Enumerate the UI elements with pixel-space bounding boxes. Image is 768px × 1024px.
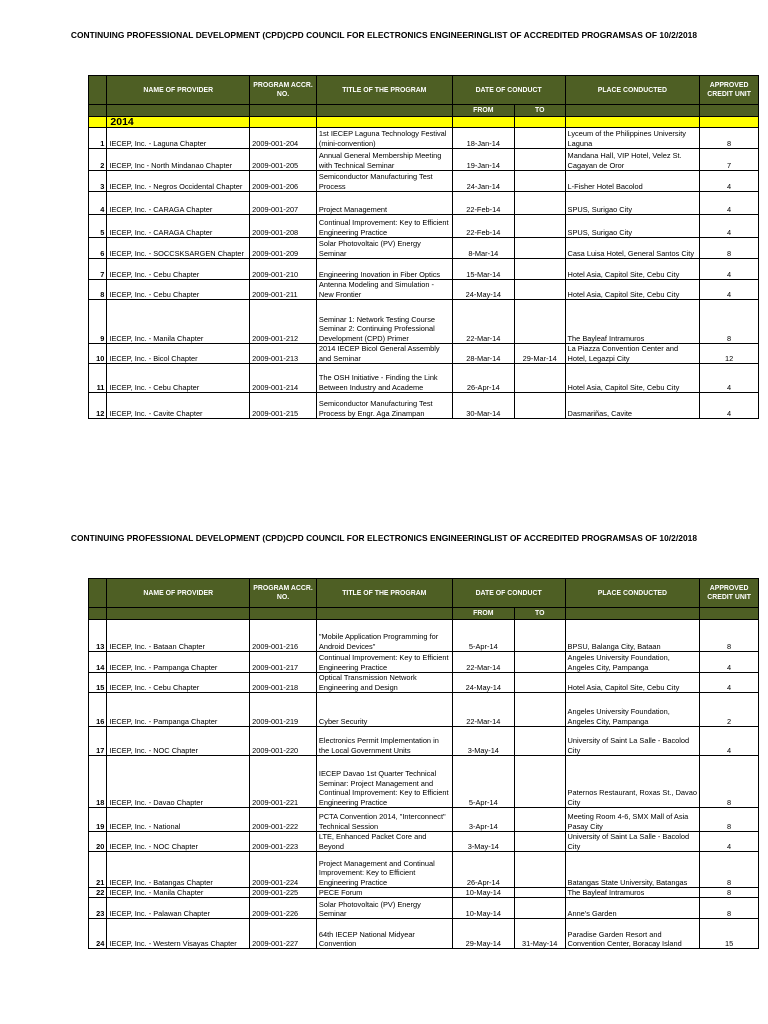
accr-no-cell: 2009-001-207 [250, 192, 317, 215]
date-from-cell: 22-Feb-14 [452, 215, 514, 238]
program-title-cell: Electronics Permit Implementation in the Local Government Units [316, 727, 452, 756]
credit-unit-cell: 8 [700, 300, 759, 344]
place-cell: Paternos Restaurant, Roxas St., Davao City [565, 756, 700, 808]
program-title-cell: Seminar 1: Network Testing Course Seminar 2: Continuing Professional Development (CPD) Primer [316, 300, 452, 344]
program-title-cell: Annual General Membership Meeting with Technical Seminar [316, 149, 452, 171]
num-header [89, 579, 107, 608]
place-cell: Hotel Asia, Capitol Site, Cebu City [565, 364, 700, 393]
accr-no-header: PROGRAM ACCR. NO. [250, 579, 317, 608]
table-header-row [89, 76, 759, 105]
table-row [89, 149, 759, 171]
credit-unit-cell: 8 [700, 808, 759, 832]
place-header: PLACE CONDUCTED [565, 76, 700, 105]
row-number: 21 [89, 852, 107, 888]
program-title-cell: Solar Photovoltaic (PV) Energy Seminar [316, 238, 452, 259]
place-cell: La Piazza Convention Center and Hotel, Legazpi City [565, 344, 700, 364]
date-to-cell [514, 727, 565, 756]
place-cell: Anne's Garden [565, 898, 700, 919]
accr-no-cell: 2009-001-214 [250, 364, 317, 393]
accr-no-cell: 2009-001-211 [250, 280, 317, 300]
program-title-cell: Solar Photovoltaic (PV) Energy Seminar [316, 898, 452, 919]
date-to-cell [514, 898, 565, 919]
credit-unit-cell: 4 [700, 727, 759, 756]
row-number: 18 [89, 756, 107, 808]
date-from-cell: 8-Mar-14 [452, 238, 514, 259]
table-row [89, 344, 759, 364]
provider-cell: IECEP, Inc. - Cebu Chapter [107, 673, 250, 693]
row-number: 1 [89, 128, 107, 149]
date-to-cell: 29-Mar-14 [514, 344, 565, 364]
provider-header: NAME OF PROVIDER [107, 579, 250, 608]
row-number: 17 [89, 727, 107, 756]
place-cell: Hotel Asia, Capitol Site, Cebu City [565, 259, 700, 280]
date-from-cell: 22-Mar-14 [452, 693, 514, 727]
accr-no-cell: 2009-001-209 [250, 238, 317, 259]
credit-unit-cell: 4 [700, 364, 759, 393]
credit-unit-cell: 4 [700, 215, 759, 238]
provider-cell: IECEP, Inc. - Cavite Chapter [107, 393, 250, 419]
row-number: 13 [89, 620, 107, 652]
program-title-cell: 64th IECEP National Midyear Convention [316, 919, 452, 949]
provider-cell: IECEP, Inc. - NOC Chapter [107, 832, 250, 852]
provider-cell: IECEP, Inc. - SOCCSKSARGEN Chapter [107, 238, 250, 259]
table-row [89, 693, 759, 727]
provider-cell: IECEP, Inc. - NOC Chapter [107, 727, 250, 756]
place-cell: Hotel Asia, Capitol Site, Cebu City [565, 673, 700, 693]
date-from-cell: 24-May-14 [452, 673, 514, 693]
date-to-cell: 31-May-14 [514, 919, 565, 949]
accr-no-cell: 2009-001-223 [250, 832, 317, 852]
table-row [89, 259, 759, 280]
accr-no-cell: 2009-001-215 [250, 393, 317, 419]
provider-cell: IECEP, Inc. - Batangas Chapter [107, 852, 250, 888]
row-number: 2 [89, 149, 107, 171]
credit-unit-cell: 2 [700, 693, 759, 727]
place-cell: BPSU, Balanga City, Bataan [565, 620, 700, 652]
date-to-cell [514, 832, 565, 852]
program-title-cell: 1st IECEP Laguna Technology Festival (mini-convention) [316, 128, 452, 149]
place-cell: L-Fisher Hotel Bacolod [565, 171, 700, 192]
accr-no-cell: 2009-001-221 [250, 756, 317, 808]
program-title-cell: PCTA Convention 2014, "Interconnect" Technical Session [316, 808, 452, 832]
row-number: 14 [89, 652, 107, 673]
provider-cell: IECEP, Inc. - Palawan Chapter [107, 898, 250, 919]
accr-no-cell: 2009-001-227 [250, 919, 317, 949]
provider-cell: IECEP, Inc. - Manila Chapter [107, 888, 250, 898]
provider-cell: IECEP, Inc. - Negros Occidental Chapter [107, 171, 250, 192]
date-from-cell: 29-May-14 [452, 919, 514, 949]
table-row [89, 673, 759, 693]
table-row [89, 238, 759, 259]
date-to-cell [514, 808, 565, 832]
date-to-cell [514, 693, 565, 727]
program-title-cell: Continual Improvement: Key to Efficient Engineering Practice [316, 215, 452, 238]
provider-cell: IECEP, Inc. - Cebu Chapter [107, 259, 250, 280]
date-from-cell: 26-Apr-14 [452, 852, 514, 888]
date-to-cell [514, 652, 565, 673]
place-cell: Mandana Hall, VIP Hotel, Velez St. Cagayan de Oror [565, 149, 700, 171]
program-title-cell: Continual Improvement: Key to Efficient Engineering Practice [316, 652, 452, 673]
program-title-cell: Cyber Security [316, 693, 452, 727]
program-title-cell: Project Management [316, 192, 452, 215]
place-cell: Casa Luisa Hotel, General Santos City [565, 238, 700, 259]
accr-no-cell: 2009-001-226 [250, 898, 317, 919]
date-to-cell [514, 888, 565, 898]
row-number: 22 [89, 888, 107, 898]
date-to-cell [514, 215, 565, 238]
program-title-cell: Antenna Modeling and Simulation - New Frontier [316, 280, 452, 300]
num-header [89, 76, 107, 105]
table-row [89, 756, 759, 808]
place-cell: Angeles University Foundation, Angeles City, Pampanga [565, 652, 700, 673]
credit-unit-cell: 4 [700, 171, 759, 192]
program-title-header: TITLE OF THE PROGRAM [316, 76, 452, 105]
date-to-cell [514, 852, 565, 888]
place-header: PLACE CONDUCTED [565, 579, 700, 608]
date-from-cell: 3-May-14 [452, 832, 514, 852]
credit-unit-cell: 4 [700, 673, 759, 693]
table-row [89, 852, 759, 888]
table-row [89, 192, 759, 215]
program-title-cell: "Mobile Application Programming for Android Devices" [316, 620, 452, 652]
date-from-cell: 5-Apr-14 [452, 756, 514, 808]
date-subheader-row [89, 608, 759, 620]
year-band-row [89, 117, 759, 128]
row-number: 4 [89, 192, 107, 215]
accr-no-cell: 2009-001-216 [250, 620, 317, 652]
row-number: 16 [89, 693, 107, 727]
provider-cell: IECEP, Inc. - Western Visayas Chapter [107, 919, 250, 949]
to-header: TO [514, 105, 565, 117]
place-cell: Batangas State University, Batangas [565, 852, 700, 888]
date-to-cell [514, 393, 565, 419]
table-row [89, 919, 759, 949]
row-number: 9 [89, 300, 107, 344]
row-number: 20 [89, 832, 107, 852]
accr-no-header: PROGRAM ACCR. NO. [250, 76, 317, 105]
program-title-cell: The OSH Initiative - Finding the Link Between Industry and Academe [316, 364, 452, 393]
provider-cell: IECEP, Inc. - Bataan Chapter [107, 620, 250, 652]
place-cell: SPUS, Surigao City [565, 215, 700, 238]
date-to-cell [514, 364, 565, 393]
accr-no-cell: 2009-001-204 [250, 128, 317, 149]
table-body-page-1 [89, 128, 759, 419]
accr-no-cell: 2009-001-212 [250, 300, 317, 344]
table-body-page-2 [89, 620, 759, 949]
program-title-cell: IECEP Davao 1st Quarter Technical Seminar: Project Management and Continual Improvement: Key to Efficient Engineering Practice [316, 756, 452, 808]
program-title-cell: Project Management and Continual Improvement: Key to Efficient Engineering Practice [316, 852, 452, 888]
credit-unit-cell: 8 [700, 620, 759, 652]
year-label: 2014 [107, 117, 250, 128]
date-from-cell: 24-Jan-14 [452, 171, 514, 192]
date-to-cell [514, 128, 565, 149]
table-header-row [89, 579, 759, 608]
row-number: 15 [89, 673, 107, 693]
date-to-cell [514, 280, 565, 300]
credit-unit-cell: 4 [700, 259, 759, 280]
place-cell: University of Saint La Salle - Bacolod City [565, 727, 700, 756]
place-cell: Meeting Room 4-6, SMX Mall of Asia Pasay City [565, 808, 700, 832]
date-from-cell: 24-May-14 [452, 280, 514, 300]
row-number: 3 [89, 171, 107, 192]
credit-unit-cell: 7 [700, 149, 759, 171]
provider-cell: IECEP, Inc. - Davao Chapter [107, 756, 250, 808]
credit-unit-cell: 8 [700, 898, 759, 919]
table-row [89, 898, 759, 919]
date-from-cell: 22-Mar-14 [452, 300, 514, 344]
date-to-cell [514, 673, 565, 693]
row-number: 19 [89, 808, 107, 832]
row-number: 12 [89, 393, 107, 419]
credit-header: APPROVED CREDIT UNIT [700, 579, 759, 608]
place-cell: Angeles University Foundation, Angeles City, Pampanga [565, 693, 700, 727]
date-to-cell [514, 171, 565, 192]
date-from-cell: 10-May-14 [452, 898, 514, 919]
row-number: 24 [89, 919, 107, 949]
date-from-cell: 5-Apr-14 [452, 620, 514, 652]
date-from-cell: 22-Feb-14 [452, 192, 514, 215]
credit-unit-cell: 4 [700, 192, 759, 215]
date-from-cell: 26-Apr-14 [452, 364, 514, 393]
date-to-cell [514, 259, 565, 280]
date-to-cell [514, 192, 565, 215]
provider-header: NAME OF PROVIDER [107, 76, 250, 105]
accr-no-cell: 2009-001-208 [250, 215, 317, 238]
date-to-cell [514, 149, 565, 171]
row-number: 8 [89, 280, 107, 300]
provider-cell: IECEP, Inc. - Laguna Chapter [107, 128, 250, 149]
from-header: FROM [452, 608, 514, 620]
row-number: 10 [89, 344, 107, 364]
program-title-cell: Optical Transmission Network Engineering and Design [316, 673, 452, 693]
credit-unit-cell: 8 [700, 756, 759, 808]
accredited-programs-table-page-1 [88, 75, 759, 419]
place-cell: University of Saint La Salle - Bacolod City [565, 832, 700, 852]
credit-unit-cell: 12 [700, 344, 759, 364]
date-from-cell: 28-Mar-14 [452, 344, 514, 364]
row-number: 11 [89, 364, 107, 393]
date-from-cell: 18-Jan-14 [452, 128, 514, 149]
date-from-cell: 19-Jan-14 [452, 149, 514, 171]
program-title-cell: Engineering Inovation in Fiber Optics [316, 259, 452, 280]
credit-unit-cell: 8 [700, 852, 759, 888]
table-row [89, 620, 759, 652]
provider-cell: IECEP, Inc. - Cebu Chapter [107, 364, 250, 393]
place-cell: SPUS, Surigao City [565, 192, 700, 215]
credit-unit-cell: 8 [700, 238, 759, 259]
credit-unit-cell: 4 [700, 393, 759, 419]
date-from-cell: 3-May-14 [452, 727, 514, 756]
to-header: TO [514, 608, 565, 620]
row-number: 6 [89, 238, 107, 259]
row-number: 5 [89, 215, 107, 238]
program-title-cell: Semiconductor Manufacturing Test Process by Engr. Aga Zinampan [316, 393, 452, 419]
place-cell: The Bayleaf Intramuros [565, 888, 700, 898]
provider-cell: IECEP, Inc. - Pampanga Chapter [107, 693, 250, 727]
provider-cell: IECEP, Inc. - CARAGA Chapter [107, 215, 250, 238]
program-title-cell: LTE, Enhanced Packet Core and Beyond [316, 832, 452, 852]
accr-no-cell: 2009-001-217 [250, 652, 317, 673]
accr-no-cell: 2009-001-224 [250, 852, 317, 888]
credit-unit-cell: 4 [700, 832, 759, 852]
from-header: FROM [452, 105, 514, 117]
document-title-page-2: CONTINUING PROFESSIONAL DEVELOPMENT (CPD)CPD COUNCIL FOR ELECTRONICS ENGINEERINGLIST OF ACCREDITED PROGRAMSAS OF 10/2/2018 [70, 533, 698, 543]
provider-cell: IECEP, Inc. - Bicol Chapter [107, 344, 250, 364]
table-row [89, 832, 759, 852]
program-title-cell: Semiconductor Manufacturing Test Process [316, 171, 452, 192]
accr-no-cell: 2009-001-213 [250, 344, 317, 364]
table-row [89, 280, 759, 300]
accr-no-cell: 2009-001-206 [250, 171, 317, 192]
table-row [89, 727, 759, 756]
accr-no-cell: 2009-001-219 [250, 693, 317, 727]
credit-unit-cell: 8 [700, 888, 759, 898]
table-row [89, 808, 759, 832]
table-row [89, 171, 759, 192]
place-cell: Paradise Garden Resort and Convention Center, Boracay Island [565, 919, 700, 949]
table-row [89, 888, 759, 898]
document-title-page-1: CONTINUING PROFESSIONAL DEVELOPMENT (CPD)CPD COUNCIL FOR ELECTRONICS ENGINEERINGLIST OF ACCREDITED PROGRAMSAS OF 10/2/2018 [70, 30, 698, 40]
accr-no-cell: 2009-001-205 [250, 149, 317, 171]
program-title-cell: PECE Forum [316, 888, 452, 898]
place-cell: Lyceum of the Philippines University Laguna [565, 128, 700, 149]
row-number: 7 [89, 259, 107, 280]
date-to-cell [514, 620, 565, 652]
place-cell: Hotel Asia, Capitol Site, Cebu City [565, 280, 700, 300]
credit-unit-cell: 8 [700, 128, 759, 149]
accredited-programs-table-page-2 [88, 578, 759, 949]
provider-cell: IECEP, Inc - North Mindanao Chapter [107, 149, 250, 171]
date-from-cell: 22-Mar-14 [452, 652, 514, 673]
program-title-cell: 2014 IECEP Bicol General Assembly and Seminar [316, 344, 452, 364]
accr-no-cell: 2009-001-210 [250, 259, 317, 280]
table-row [89, 215, 759, 238]
provider-cell: IECEP, Inc. - CARAGA Chapter [107, 192, 250, 215]
date-of-conduct-header: DATE OF CONDUCT [452, 76, 565, 105]
date-to-cell [514, 238, 565, 259]
accr-no-cell: 2009-001-220 [250, 727, 317, 756]
date-to-cell [514, 300, 565, 344]
date-from-cell: 10-May-14 [452, 888, 514, 898]
place-cell: Dasmariñas, Cavite [565, 393, 700, 419]
table-row [89, 128, 759, 149]
accr-no-cell: 2009-001-222 [250, 808, 317, 832]
accr-no-cell: 2009-001-218 [250, 673, 317, 693]
program-title-header: TITLE OF THE PROGRAM [316, 579, 452, 608]
date-from-cell: 30-Mar-14 [452, 393, 514, 419]
date-of-conduct-header: DATE OF CONDUCT [452, 579, 565, 608]
place-cell: The Bayleaf Intramuros [565, 300, 700, 344]
provider-cell: IECEP, Inc. - Manila Chapter [107, 300, 250, 344]
accr-no-cell: 2009-001-225 [250, 888, 317, 898]
table-row [89, 393, 759, 419]
table-row [89, 652, 759, 673]
credit-unit-cell: 4 [700, 652, 759, 673]
credit-unit-cell: 4 [700, 280, 759, 300]
provider-cell: IECEP, Inc. - Cebu Chapter [107, 280, 250, 300]
table-row [89, 300, 759, 344]
date-to-cell [514, 756, 565, 808]
credit-header: APPROVED CREDIT UNIT [700, 76, 759, 105]
provider-cell: IECEP, Inc. - National [107, 808, 250, 832]
table-row [89, 364, 759, 393]
date-subheader-row [89, 105, 759, 117]
credit-unit-cell: 15 [700, 919, 759, 949]
provider-cell: IECEP, Inc. - Pampanga Chapter [107, 652, 250, 673]
date-from-cell: 3-Apr-14 [452, 808, 514, 832]
row-number: 23 [89, 898, 107, 919]
date-from-cell: 15-Mar-14 [452, 259, 514, 280]
